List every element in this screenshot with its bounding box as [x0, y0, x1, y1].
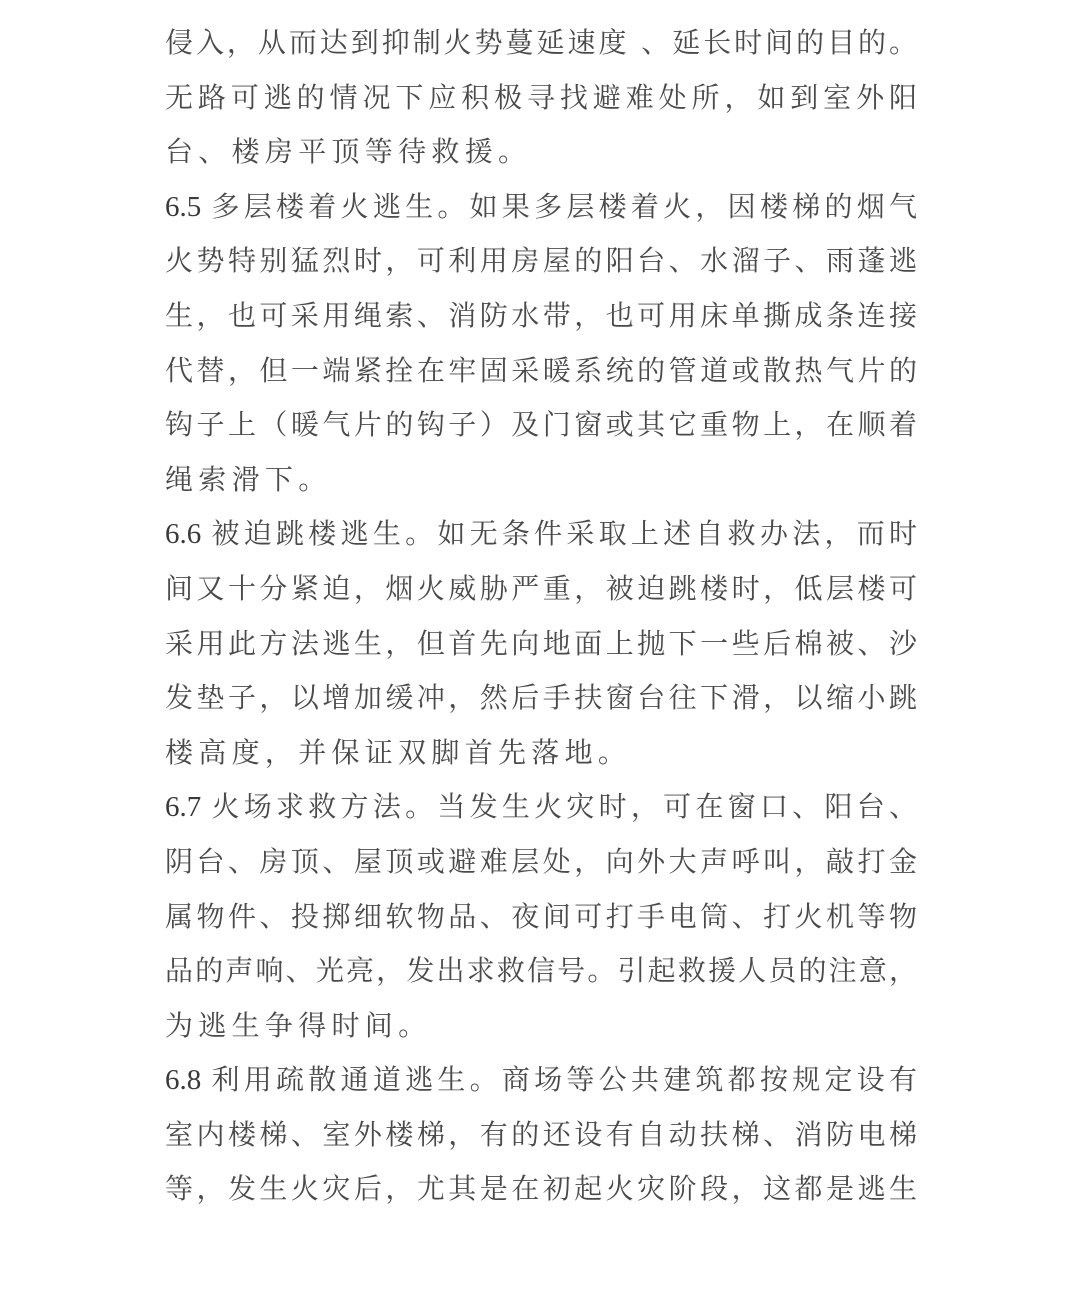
- text-line: 被迫跳楼逃生。如无条件采取上述自救办法，而时: [207, 517, 917, 551]
- text-line: 代替，但一端紧拴在牢固采暖系统的管道或散热气片的: [165, 353, 917, 387]
- section-number: 6.8: [165, 1064, 202, 1097]
- section-number: 6.7: [165, 791, 202, 824]
- text-line: 钩子上（暖气片的钩子）及门窗或其它重物上，在顺着: [165, 408, 917, 442]
- text-line: 无路可逃的情况下应积极寻找避难处所，如到室外阳: [165, 80, 917, 114]
- text-line: 侵入，从而达到抑制火势蔓延速度 、延长时间的目的。: [165, 26, 917, 59]
- text-line: 品的声响、光亮，发出求救信号。引起救援人员的注意，: [165, 954, 917, 988]
- text-line: 楼高度，并保证双脚首先落地。: [165, 735, 632, 769]
- text-line: 属物件、投掷细软物品、夜间可打手电筒、打火机等物: [165, 899, 917, 933]
- text-line: 间又十分紧迫，烟火威胁严重，被迫跳楼时，低层楼可: [165, 571, 917, 605]
- text-line: 利用疏散通道逃生。商场等公共建筑都按规定设有: [207, 1063, 917, 1097]
- text-line: 多层楼着火逃生。如果多层楼着火，因楼梯的烟气: [207, 189, 917, 223]
- section-heading-line: [165, 507, 917, 562]
- section-number: 6.6: [165, 518, 202, 551]
- text-line: 采用此方法逃生，但首先向地面上抛下一些后棉被、沙: [165, 626, 917, 660]
- text-line: 室内楼梯、室外楼梯，有的还设有自动扶梯、消防电梯: [165, 1117, 917, 1151]
- section-heading-line: [165, 180, 917, 235]
- section-heading-line: [165, 1053, 917, 1108]
- document-page: [165, 16, 917, 1217]
- text-line: 为逃生争得时间。: [165, 1008, 432, 1042]
- text-line: 火场求救方法。当发生火灾时，可在窗口、阳台、: [207, 790, 917, 824]
- text-line: 等，发生火灾后，尤其是在初起火灾阶段，这都是逃生: [165, 1172, 917, 1206]
- text-line: 阴台、房顶、屋顶或避难层处，向外大声呼叫，敲打金: [165, 844, 917, 878]
- text-line: 火势特别猛烈时，可利用房屋的阳台、水溜子、雨蓬逃: [165, 244, 917, 278]
- text-line: 绳索滑下。: [165, 462, 332, 496]
- text-line: 台、楼房平顶等待救援。: [165, 135, 532, 169]
- text-line: 发垫子，以增加缓冲，然后手扶窗台往下滑，以缩小跳: [165, 681, 917, 715]
- section-number: 6.5: [165, 190, 202, 223]
- section-heading-line: [165, 780, 917, 835]
- text-line: 生，也可采用绳索、消防水带，也可用床单撕成条连接: [165, 298, 917, 332]
